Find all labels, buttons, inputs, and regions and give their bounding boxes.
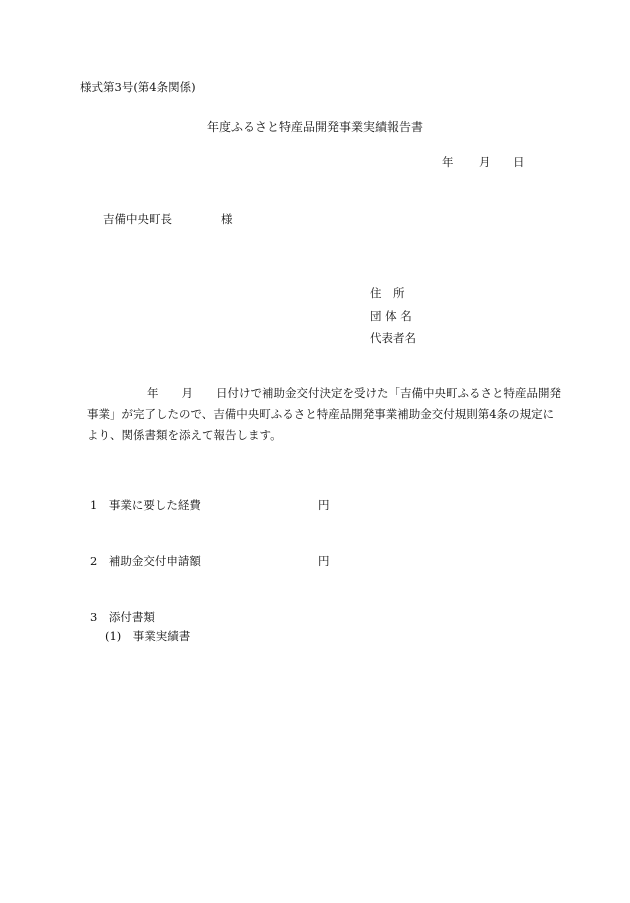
form-number: 様式第3号(第4条関係): [80, 80, 196, 94]
attachment-number: (1): [105, 629, 122, 643]
body-text: 日付けで補助金交付決定を受けた「吉備中央町ふるさと特産品開発事業」が完了したので、吉備中央町ふるさと特産品開発事業補助金交付規則第4条の規定により、関係書類を添えて報告します。: [87, 386, 561, 442]
item-expenses-unit: 円: [318, 498, 330, 512]
item-label: 添付書類: [108, 610, 155, 624]
item-number: 2: [90, 554, 98, 568]
applicant-representative-label: 代表者名: [370, 331, 416, 345]
item-expenses: [90, 500, 201, 512]
addressee-honorific: 様: [221, 212, 233, 226]
date-year-label: 年: [442, 155, 454, 169]
item-label: 補助金交付申請額: [108, 554, 201, 568]
attachment-item: [105, 631, 190, 643]
report-body-paragraph: [87, 383, 562, 446]
item-attachments: [90, 612, 155, 624]
body-month-label: 月: [181, 386, 193, 400]
applicant-organization-label: 団 体 名: [370, 309, 412, 323]
item-subsidy-amount: [90, 556, 201, 568]
applicant-address-label: 住 所: [370, 286, 405, 300]
attachment-label: 事業実績書: [132, 629, 191, 643]
document-title: 年度ふるさと特産品開発事業実績報告書: [206, 120, 423, 134]
date-month-label: 月: [479, 155, 491, 169]
item-number: 3: [90, 610, 98, 624]
addressee-name: 吉備中央町長: [103, 212, 172, 226]
item-subsidy-amount-unit: 円: [318, 554, 330, 568]
item-label: 事業に要した経費: [108, 498, 201, 512]
item-number: 1: [90, 498, 98, 512]
body-year-label: 年: [147, 386, 159, 400]
date-day-label: 日: [513, 155, 525, 169]
